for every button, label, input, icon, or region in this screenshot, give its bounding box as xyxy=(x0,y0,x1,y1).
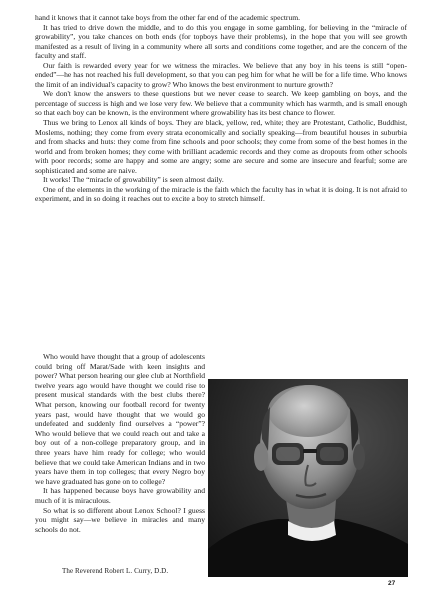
portrait-image xyxy=(208,379,408,577)
portrait-photo xyxy=(208,379,408,577)
article-column-text xyxy=(35,352,205,534)
paragraph: One of the elements in the working of the miracle is the faith which the faculty has in what it is doing. It is not afraid to experiment, and in so doing it reaches out to excite a boy to stretch himself. xyxy=(35,184,407,204)
paragraph: It has happened because boys have growability and much of it is miraculous. xyxy=(35,486,205,505)
paragraph: So what is so different about Lenox School? I guess you might say—we believe in miracles and many schools do not. xyxy=(35,505,205,534)
paragraph: We don't know the answers to these questions but we never cease to search. We keep gambling on boys, and the percentage of success is high and we lose very few. We believe that a community which has warmth, and is small enough so that each boy can be known, is the environment where growability has its best chance to flower. xyxy=(35,89,407,118)
paragraph: It works! The “miracle of growability” is seen almost daily. xyxy=(43,175,224,185)
page-number: 27 xyxy=(388,580,396,587)
paragraph: Who would have thought that a group of adolescents could bring off Marat/Sade with keen insights and power? What person hearing our glee club at Northfield twelve years ago would have thought we could rise to present musical standards with the best clubs there? What person, knowing our football record for twenty years past, would have thought that we would go undefeated and suddenly find ourselves a “power”? Who would believe that we could reach out and take a boy out of a non-college preparatory group, and in three years have him ready for college; who would believe that we could take American Indians and in two years have them in top colleges; that every Negro boy we have graduated has gone on to college? xyxy=(35,352,205,486)
article-top-text xyxy=(35,13,407,204)
photo-caption: The Reverend Robert L. Curry, D.D. xyxy=(62,567,169,575)
paragraph: Thus we bring to Lenox all kinds of boys. They are black, yellow, red, white; they are Protestant, Catholic, Buddhist, Moslems, nothing; they come from every strata economically and socially speaking—from beautiful houses in suburbia and from shacks and huts: they come from fine schools and poor schools; they come from some of the best homes in the world and from broken homes; they come with brilliant academic records and they come as dropouts from other schools with poor records; some are happy and some are angry; some are secure and some are insecure and fearful; some are sophisticated and some are naive. xyxy=(35,118,407,175)
paragraph: Our faith is rewarded every year for we witness the miracles. We believe that any boy in his teens is still “open-ended”—he has not reached his full development, so that you can peg him for what he will be for a life time. Who knows the limit of an individual's capacity to grow? Who knows the best environment to nurture growth? xyxy=(35,60,407,89)
paragraph: It has tried to drive down the middle, and to do this you engage in some gambling, for believing in the “miracle of growability”, you take chances on both ends (for topboys have their problems), in the hope that you will see growth manifested as a result of living in a community where all sorts and conditions come together, and are the concern of the faculty and staff. xyxy=(35,22,407,61)
paragraph: hand it knows that it cannot take boys from the other far end of the academic spectrum. xyxy=(35,13,301,22)
